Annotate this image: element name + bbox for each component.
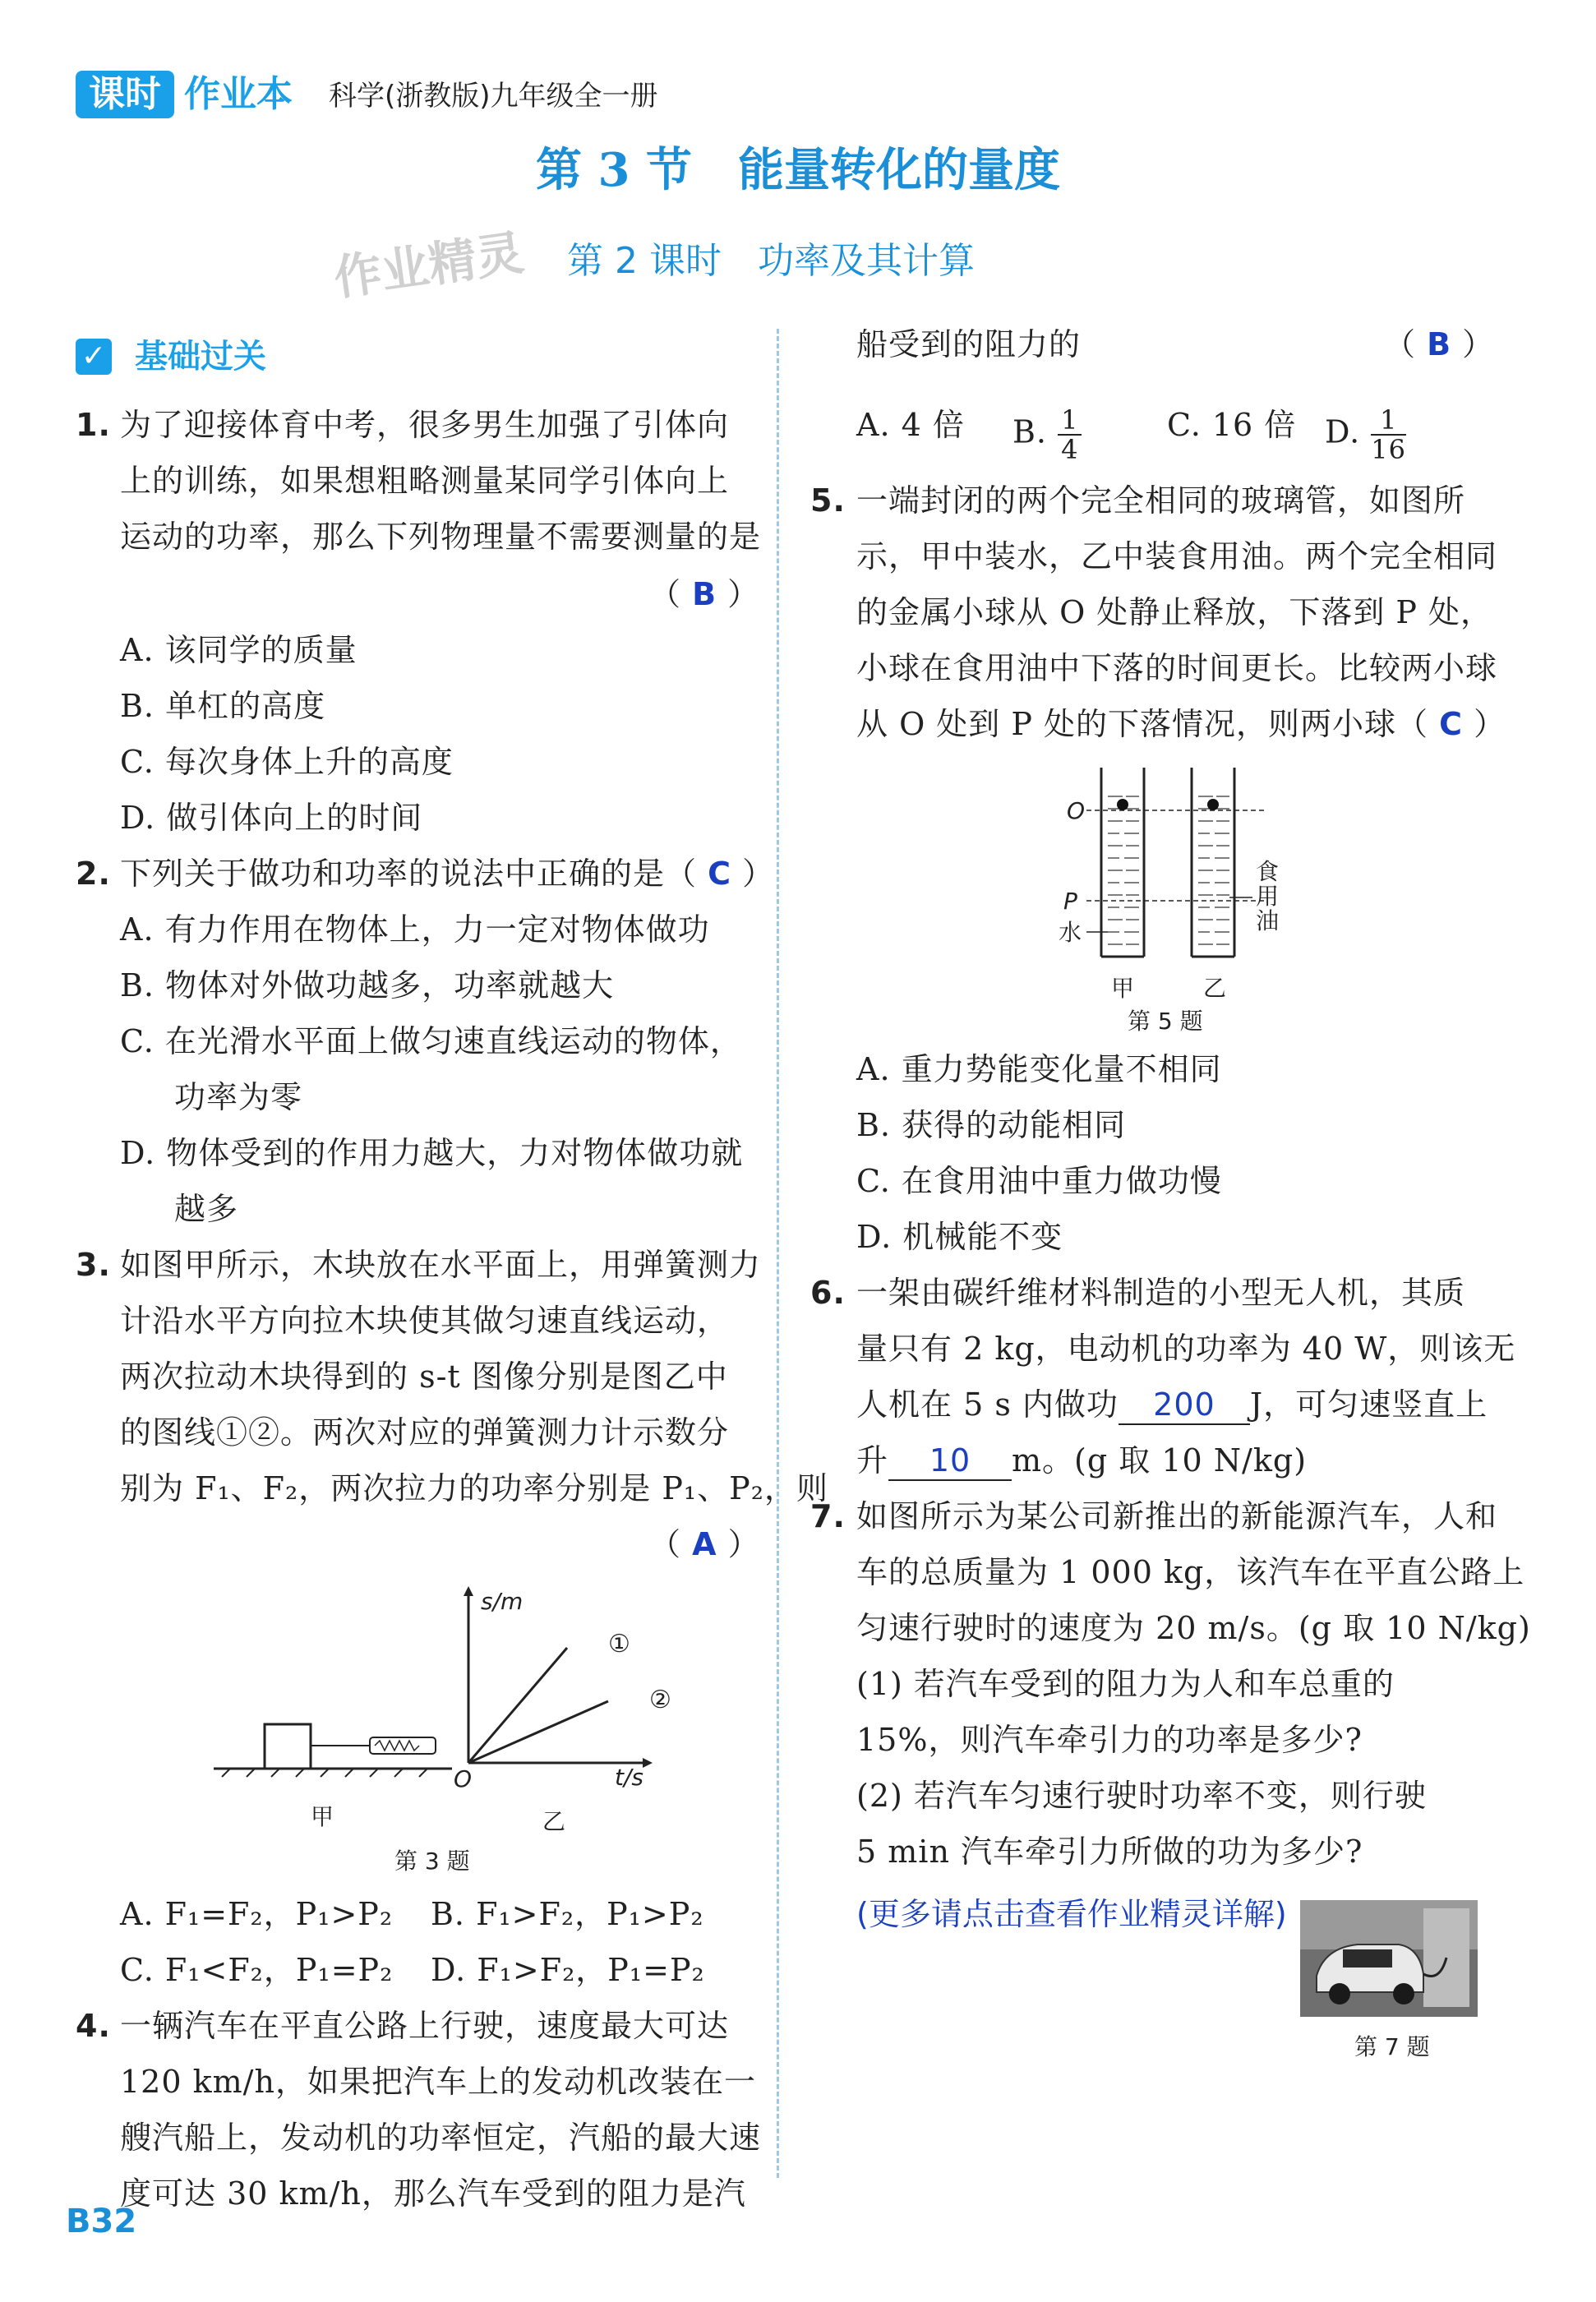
q5-fig-p: P: [1063, 888, 1077, 915]
q4-option-a: A. 4 倍: [856, 407, 965, 443]
q3-answer-bracket: （ A ）: [649, 1526, 760, 1562]
q1-answer-bracket: （ B ）: [649, 576, 760, 612]
checkbox-icon: ✓: [76, 339, 112, 375]
q7-caption: 第 7 题: [1354, 2033, 1430, 2060]
q2-stem-text: 下列关于做功和功率的说法中正确的是（: [120, 856, 698, 892]
q3-caption: 第 3 题: [394, 1848, 470, 1875]
q3-option: B. F₁>F₂，P₁>P₂: [431, 1896, 704, 1932]
q4-line: 艘汽船上，发动机的功率恒定，汽船的最大速: [120, 2120, 762, 2156]
q3-fig-yi: 乙: [542, 1808, 566, 1835]
q7-line: 匀速行驶时的速度为 20 m/s。(g 取 10 N/kg): [856, 1610, 1531, 1646]
q5-line: 的金属小球从 O 处静止释放，下落到 P 处，: [856, 594, 1493, 630]
car-wheel-front: [1329, 1983, 1350, 2004]
q5-fig-jia: 甲: [1111, 975, 1135, 1002]
q3-line: 两次拉动木块得到的 s-t 图像分别是图乙中: [120, 1359, 728, 1395]
q5-answer: C: [1439, 706, 1464, 742]
detail-link[interactable]: (更多请点击查看作业精灵详解): [856, 1896, 1287, 1932]
frac-den: 16: [1371, 434, 1407, 465]
page-number: B32: [66, 2203, 137, 2240]
q1-option: D. 做引体向上的时间: [120, 800, 423, 836]
q5-line: 示，甲中装水，乙中装食用油。两个完全相同: [856, 538, 1498, 574]
q4-fraction-quarter: [1058, 406, 1082, 464]
q3-option: A. F₁=F₂，P₁>P₂: [120, 1896, 394, 1932]
q3-number: 3.: [76, 1247, 111, 1283]
q2-answer: C: [708, 856, 731, 892]
q5-option: B. 获得的动能相同: [856, 1107, 1127, 1143]
q5-line: 从 O 处到 P 处的下落情况，则两小球（ C ）: [856, 706, 1506, 742]
q3-line2-label: ②: [649, 1686, 671, 1714]
wood-block: [265, 1724, 311, 1769]
q1-option: B. 单杠的高度: [120, 688, 326, 724]
q6-line-text: 人机在 5 s 内做功: [856, 1386, 1119, 1423]
car-wheel-rear: [1393, 1983, 1414, 2004]
q2-option-cont: 功率为零: [174, 1079, 303, 1115]
q5-option: A. 重力势能变化量不相同: [856, 1051, 1222, 1087]
q6-line: [856, 1386, 1488, 1425]
ball-jia: [1117, 799, 1128, 810]
book-subject: 科学(浙教版)九年级全一册: [329, 80, 658, 113]
q5-caption: 第 5 题: [1128, 1008, 1203, 1035]
q4-option-b-label: B.: [1012, 413, 1048, 450]
q2-stem: 下列关于做功和功率的说法中正确的是（ C ）: [120, 856, 775, 892]
q4-fraction-sixteenth: [1371, 406, 1406, 464]
q3-origin-label: O: [454, 1765, 473, 1792]
q7-line: 车的总质量为 1 000 kg，该汽车在平直公路上: [856, 1554, 1525, 1590]
q5-line-text: 从 O 处到 P 处的下落情况，则两小球（: [856, 706, 1429, 742]
q7-line: (2) 若汽车匀速行驶时功率不变，则行驶: [856, 1778, 1427, 1814]
q3-fig-jia: 甲: [311, 1803, 334, 1830]
q4-option-d-label: D.: [1325, 413, 1361, 450]
q3-line: 别为 F₁、F₂，两次拉力的功率分别是 P₁、P₂，则: [120, 1470, 828, 1506]
book-title: 作业本: [184, 73, 293, 115]
q1-line: 为了迎接体育中考，很多男生加强了引体向: [120, 407, 730, 443]
q3-line: 计沿水平方向拉木块使其做匀速直线运动，: [120, 1303, 730, 1339]
car-window: [1343, 1949, 1392, 1968]
logo-badge: 课时: [76, 71, 174, 118]
section-title: 第 3 节 能量转化的量度: [536, 143, 1060, 197]
q5-line: 一端封闭的两个完全相同的玻璃管，如图所: [856, 482, 1466, 519]
q3-option: D. F₁>F₂，P₁=P₂: [431, 1952, 705, 1988]
frac-num: 1: [1058, 406, 1082, 436]
frac-den: 4: [1061, 434, 1079, 465]
q7-line: 如图所示为某公司新推出的新能源汽车，人和: [856, 1498, 1498, 1534]
q4-option-d: [1325, 406, 1406, 464]
q5-line: 小球在食用油中下落的时间更长。比较两小球: [856, 650, 1498, 686]
q4-line: 度可达 30 km/h，那么汽车受到的阻力是汽: [120, 2175, 746, 2212]
q4-number: 4.: [76, 2008, 111, 2044]
liquid-yi: [1198, 796, 1229, 944]
q3-answer: A: [692, 1526, 717, 1562]
q1-option: C. 每次身体上升的高度: [120, 744, 454, 780]
q4-answer: B: [1427, 326, 1452, 362]
q2-option-cont: 越多: [174, 1191, 239, 1227]
q6-line: 一架由碳纤维材料制造的小型无人机，其质: [856, 1275, 1466, 1311]
lesson-title: 第 2 课时 功率及其计算: [567, 240, 975, 282]
q6-line-text: m。(g 取 10 N/kg): [1012, 1442, 1308, 1479]
q3-option: C. F₁<F₂，P₁=P₂: [120, 1952, 394, 1988]
q1-number: 1.: [76, 407, 111, 443]
q7-line: 5 min 汽车牵引力所做的功为多少?: [856, 1834, 1363, 1870]
q6-line-text: 升: [856, 1442, 889, 1479]
q3-line1-label: ①: [608, 1630, 630, 1658]
q3-axis-t-label: t/s: [615, 1764, 643, 1791]
q7-line: 15%，则汽车牵引力的功率是多少?: [856, 1722, 1363, 1758]
liquid-jia: [1108, 796, 1139, 944]
q4-option-c: C. 16 倍: [1167, 407, 1297, 443]
q2-number: 2.: [76, 856, 111, 892]
basic-heading: 基础过关: [135, 338, 266, 376]
column-divider: [777, 329, 779, 2178]
q6-line-text: J，可匀速竖直上: [1249, 1386, 1488, 1423]
q3-figure: [214, 1586, 674, 1800]
q4-line: 一辆汽车在平直公路上行驶，速度最大可达: [120, 2008, 730, 2044]
ball-yi: [1207, 799, 1219, 810]
q6-line: [856, 1442, 1307, 1481]
q4-line: 120 km/h，如果把汽车上的发动机改装在一: [120, 2064, 756, 2100]
q3-axis-s-label: s/m: [481, 1588, 524, 1615]
watermark: 作业精灵: [330, 224, 528, 307]
q4-option-b: [1012, 406, 1082, 464]
s-axis-arrow: [464, 1586, 473, 1596]
q6-line: 量只有 2 kg，电动机的功率为 40 W，则该无: [856, 1331, 1516, 1367]
q3-line: 如图甲所示，木块放在水平面上，用弹簧测力: [120, 1247, 762, 1283]
t-axis-arrow: [643, 1758, 653, 1768]
q1-answer: B: [692, 576, 717, 612]
q2-option: B. 物体对外做功越多，功率就越大: [120, 967, 615, 1003]
q5-option: C. 在食用油中重力做功慢: [856, 1163, 1222, 1199]
q5-option: D. 机械能不变: [856, 1219, 1063, 1255]
q6-fill-work: 200: [1119, 1386, 1250, 1425]
q5-fig-water: 水: [1059, 919, 1082, 946]
q1-line: 上的训练，如果想粗略测量某同学引体向上: [120, 463, 730, 499]
q5-number: 5.: [810, 482, 846, 519]
q7-line: (1) 若汽车受到的阻力为人和车总重的: [856, 1666, 1395, 1702]
q2-option: D. 物体受到的作用力越大，力对物体做功就: [120, 1135, 744, 1171]
q1-line: 运动的功率，那么下列物理量不需要测量的是: [120, 519, 762, 555]
frac-num: 1: [1371, 406, 1406, 436]
car-photo: [1300, 1900, 1478, 2017]
q6-fill-height: 10: [888, 1442, 1012, 1481]
q3-line: 的图线①②。两次对应的弹簧测力计示数分: [120, 1414, 730, 1451]
q5-fig-oil: 食用油: [1256, 858, 1280, 934]
q5-fig-yi: 乙: [1203, 975, 1227, 1002]
graph-line-2: [468, 1701, 608, 1763]
q1-option: A. 该同学的质量: [120, 632, 357, 668]
q5-fig-o: O: [1067, 797, 1086, 824]
q4-answer-bracket: （ B ）: [1384, 326, 1495, 362]
graph-line-1: [468, 1648, 567, 1763]
q6-number: 6.: [810, 1275, 846, 1311]
q7-number: 7.: [810, 1498, 846, 1534]
q2-option: A. 有力作用在物体上，力一定对物体做功: [120, 911, 710, 948]
q2-option: C. 在光滑水平面上做匀速直线运动的物体，: [120, 1023, 742, 1059]
q4-cont: 船受到的阻力的: [856, 326, 1082, 362]
